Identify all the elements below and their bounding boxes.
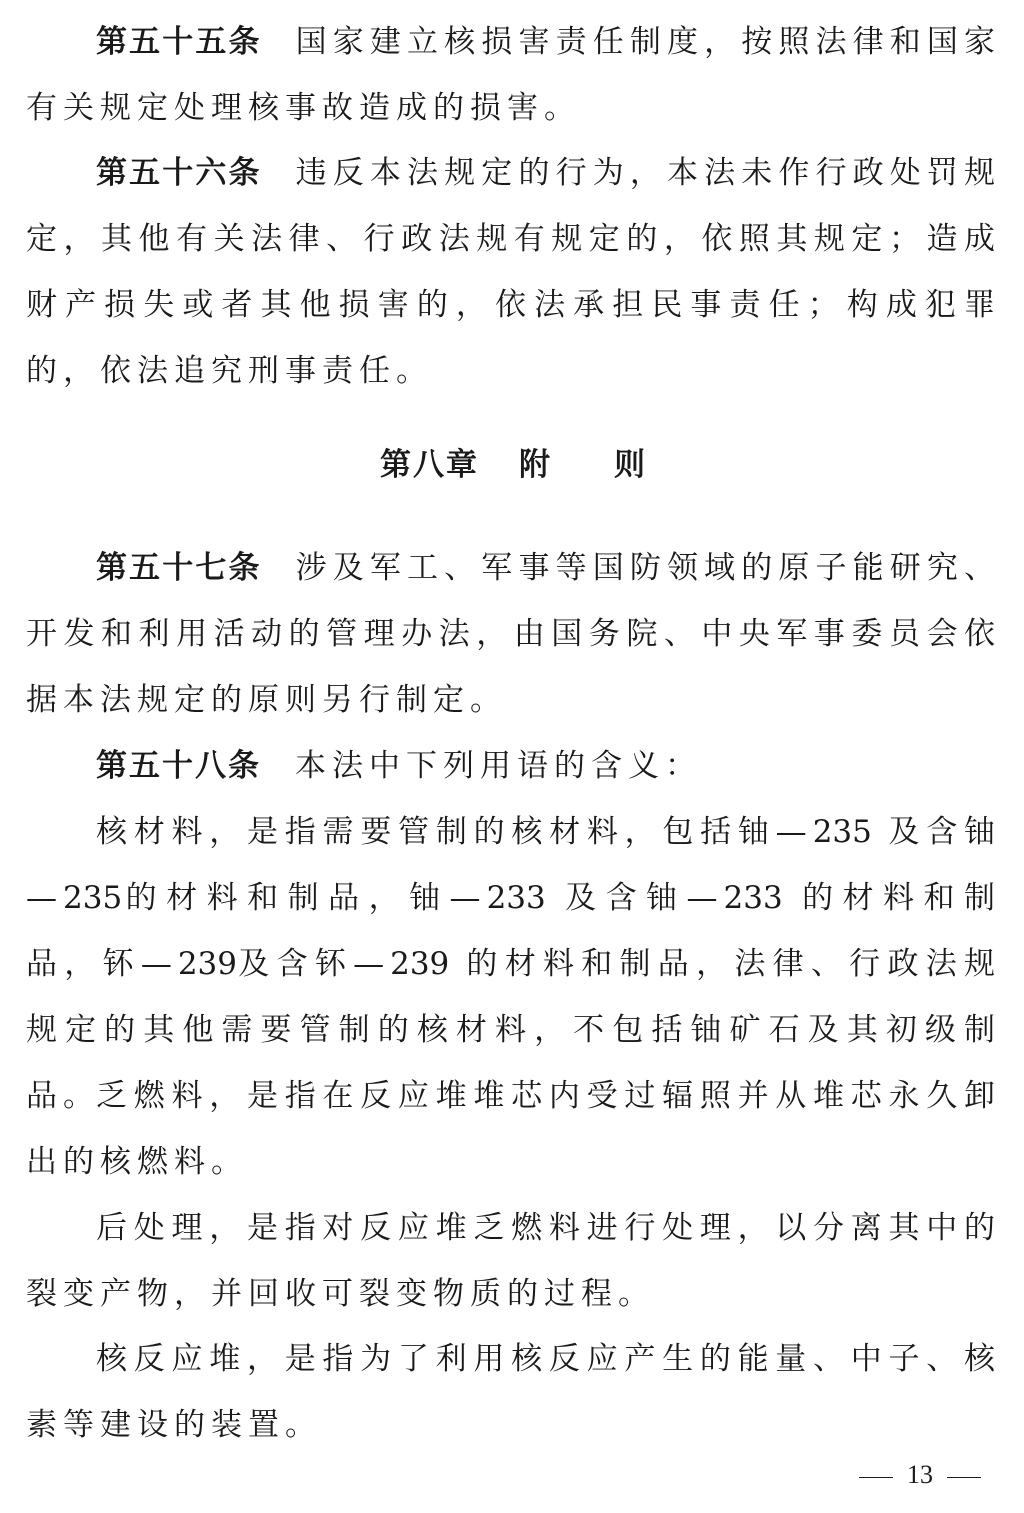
article-57-text: 涉及军工、军事等国防领域的原子能研究、开发和利用活动的管理办法，由国务院、中央军事委员会依据本法规定的原则另行制定。 — [26, 550, 1002, 718]
article-58-text: 本法中下列用语的含义： — [295, 748, 702, 784]
article-58 — [26, 733, 702, 799]
def1-text-e: 的材料和制品，钚— — [26, 880, 1002, 982]
def1-text-f: 及含钚— — [237, 946, 391, 982]
chapter-number: 第八章 — [380, 447, 479, 483]
def1-number-6: 239 — [390, 946, 450, 982]
definition-spent-fuel: 乏燃料，是指在反应堆堆芯内受过辐照并从堆芯永久卸出的核燃料。 — [26, 1078, 1001, 1180]
def1-text-g: 的材料和制品，法律、行政法规规定的其他需要管制的核材料，不包括铀矿石及其初级制品。 — [26, 946, 1002, 1114]
def1-text-d: 及含铀— — [565, 880, 724, 916]
def1-text-c: 的材料和制品，铀— — [122, 880, 487, 916]
def1-number-1: 235 — [812, 814, 872, 850]
definition-nuclear-reactor: 核反应堆，是指为了利用核反应产生的能量、中子、核素等建设的装置。 — [26, 1341, 1001, 1443]
footer-dash-right — [947, 1477, 981, 1478]
definition-reprocessing: 后处理，是指对反应堆乏燃料进行处理，以分离其中的裂变产物，并回收可裂变物质的过程。 — [26, 1210, 1001, 1312]
article-55-text: 国家建立核损害责任制度，按照法律和国家有关规定处理核事故造成的损害。 — [26, 24, 1002, 126]
page-number: 13 — [907, 1460, 933, 1489]
footer-dash-left — [859, 1477, 893, 1478]
article-56 — [26, 140, 1001, 404]
article-56-label: 第五十六条 — [96, 155, 262, 191]
def1-text-a: 核材料，是指需要管制的核材料，包括铀— — [96, 814, 813, 850]
article-56-text: 违反本法规定的行为，本法未作行政处罚规定，其他有关法律、行政法规有规定的，依照其规定；造成财产损失或者其他损害的，依法承担民事责任；构成犯罪的，依法追究刑事责任。 — [26, 155, 1002, 389]
article-55 — [26, 9, 1001, 141]
chapter-heading — [26, 432, 1001, 498]
page-footer — [840, 1455, 1000, 1495]
def1-number-3: 233 — [486, 880, 546, 916]
article-58-label: 第五十八条 — [96, 748, 261, 784]
chapter-title-char-2: 则 — [614, 447, 647, 483]
def1-number-5: 239 — [177, 946, 237, 982]
def1-number-2: 235 — [63, 880, 123, 916]
chapter-title-char-1: 附 — [519, 447, 552, 483]
def1-number-4: 233 — [723, 880, 783, 916]
article-55-label: 第五十五条 — [96, 24, 262, 60]
def1-text-b: 及含铀— — [26, 814, 1002, 916]
article-57 — [26, 535, 1001, 733]
article-57-label: 第五十七条 — [96, 550, 262, 586]
